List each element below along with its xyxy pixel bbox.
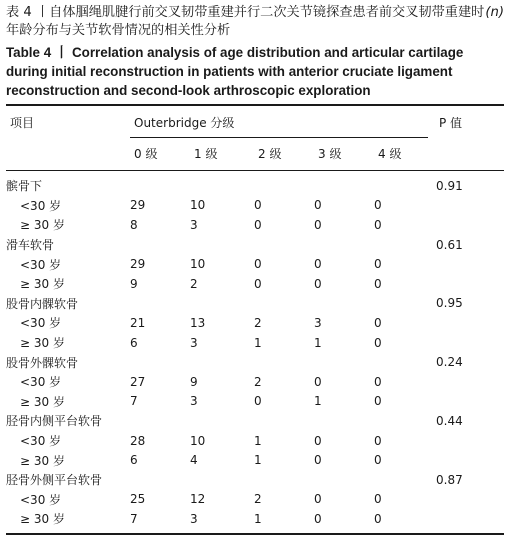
table-top-rule (6, 104, 504, 106)
grade-0-count: 8 (130, 217, 138, 232)
grade-0-count: 21 (130, 315, 146, 330)
p-value-empty (436, 313, 504, 333)
caption-english: Table 4 丨 Correlation analysis of age distribution and articular cartilage during initial reconstruction in patients with anterior cruciate ligament reconstruction and second-look arthroscopic exploration (6, 45, 464, 98)
grade-1-count: 10 (190, 198, 206, 213)
p-value-empty (436, 450, 504, 470)
p-value-empty (436, 431, 504, 451)
group-name: 滑车软骨 (6, 238, 55, 253)
p-value-empty (436, 392, 504, 412)
grade-4-count: 0 (374, 217, 382, 232)
age-row (6, 333, 504, 353)
grading-header-rule (130, 137, 428, 138)
age-row (6, 372, 504, 392)
group-name: 髌骨下 (6, 179, 43, 194)
grade-3-count: 0 (314, 511, 322, 526)
p-value-empty (436, 372, 504, 392)
grade-2-count: 2 (254, 374, 262, 389)
grade-2-count: 0 (254, 217, 262, 232)
caption-chinese-text: 表 4 丨自体腘绳肌腱行前交叉韧带重建并行二次关节镜探查患者前交叉韧带重建时年龄分布与关节软骨情况的相关性分析 (6, 5, 485, 38)
grade-4-count: 0 (374, 453, 382, 468)
age-label: <30 岁 (20, 492, 62, 507)
group-name: 胫骨外侧平台软骨 (6, 473, 103, 488)
grade-0-count: 29 (130, 257, 146, 272)
age-label: <30 岁 (20, 375, 62, 390)
grade-1-count: 9 (190, 374, 198, 389)
age-label: ≥ 30 岁 (20, 336, 65, 351)
grade-0-count: 7 (130, 394, 138, 409)
header-grade-2: 2 级 (258, 147, 282, 161)
grade-1-count: 3 (190, 394, 198, 409)
grade-4-count: 0 (374, 198, 382, 213)
caption-chinese (6, 4, 504, 40)
caption-n-label: (n) (485, 5, 504, 20)
grade-4-count: 0 (374, 276, 382, 291)
grade-1-count: 3 (190, 335, 198, 350)
grade-2-count: 1 (254, 335, 262, 350)
grade-2-count: 1 (254, 433, 262, 448)
group-row (6, 470, 504, 490)
age-row (6, 274, 504, 294)
header-item: 项目 (10, 116, 35, 130)
group-p-value: 0.61 (436, 237, 463, 252)
age-row (6, 392, 504, 412)
grade-2-count: 1 (254, 511, 262, 526)
group-row (6, 352, 504, 372)
group-name: 股骨内髁软骨 (6, 296, 79, 311)
grade-3-count: 0 (314, 492, 322, 507)
grade-3-count: 0 (314, 453, 322, 468)
age-row (6, 313, 504, 333)
grade-3-count: 0 (314, 198, 322, 213)
grade-3-count: 0 (314, 374, 322, 389)
grade-0-count: 9 (130, 276, 138, 291)
group-row (6, 294, 504, 314)
p-value-empty (436, 509, 504, 529)
grade-3-count: 1 (314, 335, 322, 350)
grade-1-count: 13 (190, 315, 206, 330)
grade-0-count: 29 (130, 198, 146, 213)
grade-3-count: 0 (314, 257, 322, 272)
grade-4-count: 0 (374, 335, 382, 350)
grade-4-count: 0 (374, 492, 382, 507)
grade-4-count: 0 (374, 511, 382, 526)
group-name: 胫骨内侧平台软骨 (6, 414, 103, 429)
age-row (6, 431, 504, 451)
grade-4-count: 0 (374, 315, 382, 330)
group-name: 股骨外髁软骨 (6, 355, 79, 370)
grade-4-count: 0 (374, 394, 382, 409)
grade-4-count: 0 (374, 374, 382, 389)
age-label: <30 岁 (20, 434, 62, 449)
grade-2-count: 0 (254, 276, 262, 291)
table-bottom-rule (6, 533, 504, 535)
grade-0-count: 25 (130, 492, 146, 507)
grade-1-count: 10 (190, 257, 206, 272)
grade-1-count: 3 (190, 511, 198, 526)
grade-2-count: 0 (254, 198, 262, 213)
grade-0-count: 7 (130, 511, 138, 526)
group-p-value: 0.95 (436, 296, 463, 311)
data-table (6, 176, 504, 529)
group-row (6, 235, 504, 255)
age-label: <30 岁 (20, 257, 62, 272)
grade-1-count: 4 (190, 453, 198, 468)
header-p-value: P 值 (439, 116, 463, 130)
group-p-value: 0.44 (436, 413, 463, 428)
header-bottom-rule (6, 170, 504, 171)
grade-3-count: 0 (314, 433, 322, 448)
group-row (6, 176, 504, 196)
group-p-value: 0.24 (436, 355, 463, 370)
p-value-empty (436, 196, 504, 216)
p-value-empty (436, 254, 504, 274)
grade-1-count: 12 (190, 492, 206, 507)
age-row (6, 490, 504, 510)
grade-3-count: 0 (314, 217, 322, 232)
p-value-empty (436, 215, 504, 235)
grade-4-count: 0 (374, 257, 382, 272)
header-grade-3: 3 级 (318, 147, 342, 161)
header-grade-4: 4 级 (378, 147, 402, 161)
group-row (6, 411, 504, 431)
grade-4-count: 0 (374, 433, 382, 448)
age-label: ≥ 30 岁 (20, 512, 65, 527)
header-grade-0: 0 级 (134, 147, 158, 161)
age-label: <30 岁 (20, 198, 62, 213)
grade-3-count: 1 (314, 394, 322, 409)
grade-2-count: 2 (254, 492, 262, 507)
grade-2-count: 2 (254, 315, 262, 330)
p-value-empty (436, 490, 504, 510)
age-label: ≥ 30 岁 (20, 218, 65, 233)
grade-0-count: 28 (130, 433, 146, 448)
grade-1-count: 3 (190, 217, 198, 232)
grade-0-count: 27 (130, 374, 146, 389)
age-row (6, 450, 504, 470)
grade-2-count: 0 (254, 394, 262, 409)
grade-2-count: 0 (254, 257, 262, 272)
age-row (6, 215, 504, 235)
age-row (6, 254, 504, 274)
grade-1-count: 2 (190, 276, 198, 291)
p-value-empty (436, 333, 504, 353)
grade-2-count: 1 (254, 453, 262, 468)
grade-0-count: 6 (130, 335, 138, 350)
group-p-value: 0.91 (436, 178, 463, 193)
header-grade-1: 1 级 (194, 147, 218, 161)
group-p-value: 0.87 (436, 472, 463, 487)
header-grading: Outerbridge 分级 (134, 116, 235, 130)
grade-0-count: 6 (130, 453, 138, 468)
age-label: ≥ 30 岁 (20, 394, 65, 409)
age-label: <30 岁 (20, 316, 62, 331)
grade-1-count: 10 (190, 433, 206, 448)
table-caption (6, 4, 504, 100)
age-row (6, 509, 504, 529)
grade-3-count: 0 (314, 276, 322, 291)
grade-3-count: 3 (314, 315, 322, 330)
p-value-empty (436, 274, 504, 294)
age-row (6, 196, 504, 216)
age-label: ≥ 30 岁 (20, 453, 65, 468)
age-label: ≥ 30 岁 (20, 277, 65, 292)
